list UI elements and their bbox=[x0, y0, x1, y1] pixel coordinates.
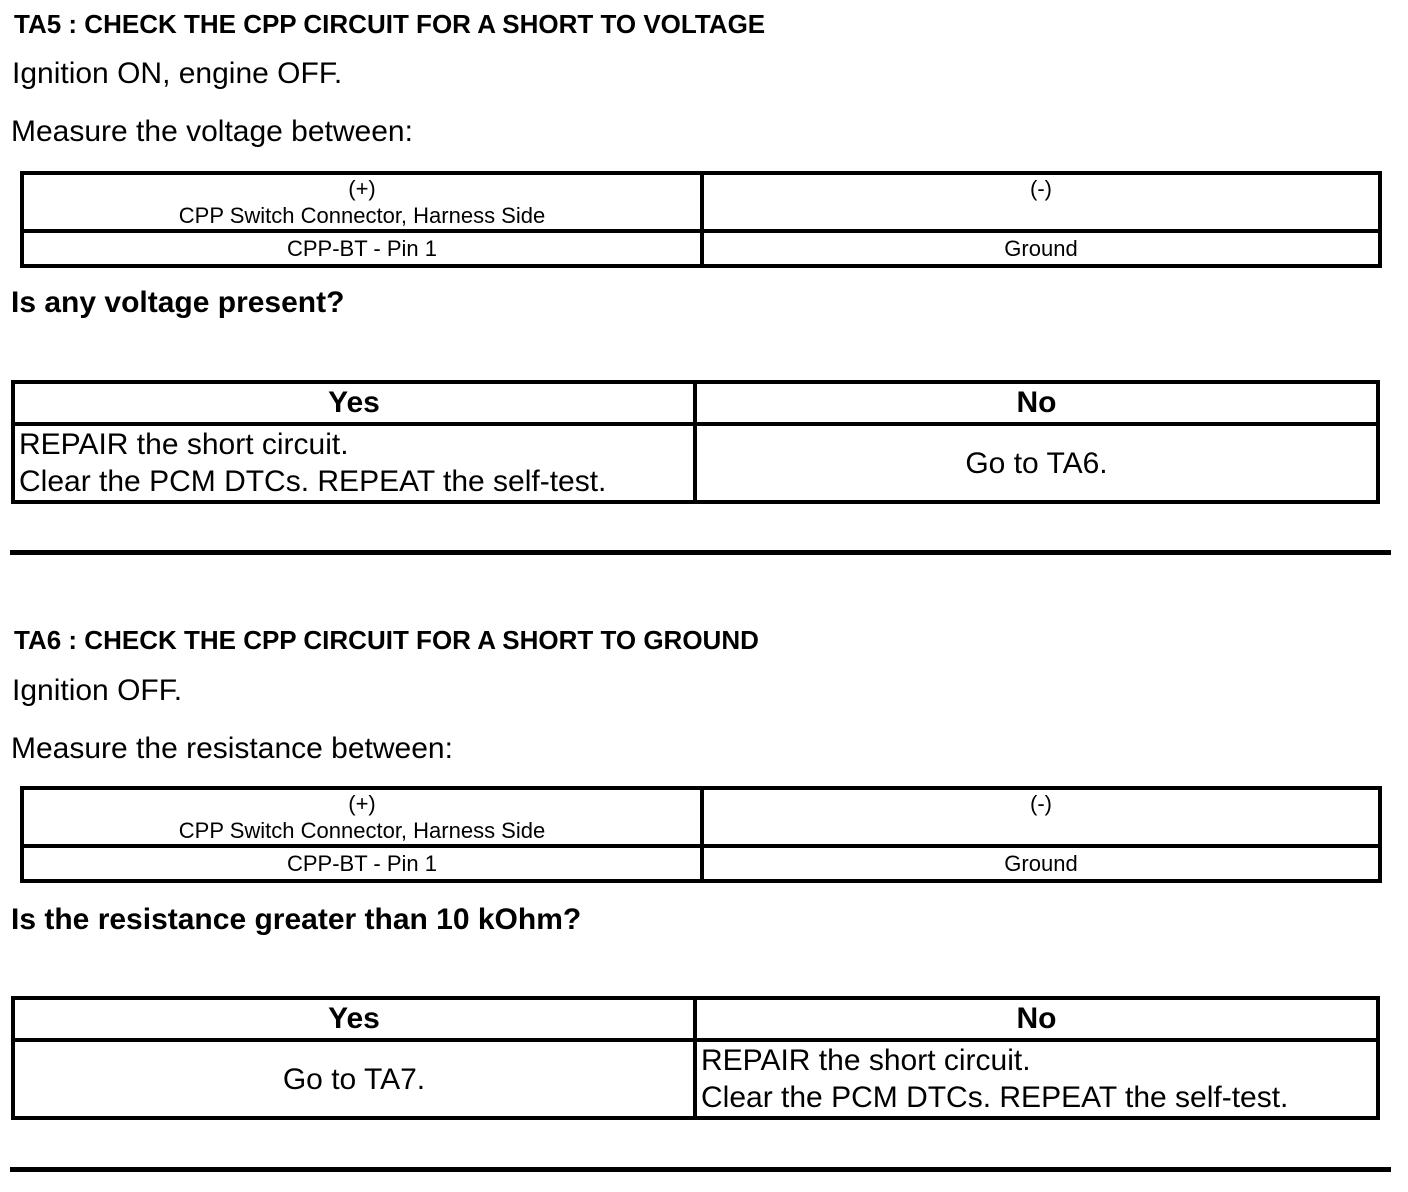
instruction-text-ta6: Measure the resistance between: bbox=[11, 732, 453, 765]
no-header: No bbox=[695, 998, 1378, 1040]
instruction-text-ta5: Measure the voltage between: bbox=[11, 115, 413, 148]
minus-header-cell bbox=[702, 788, 1380, 846]
condition-text-ta6: Ignition OFF. bbox=[12, 674, 183, 707]
plus-label: CPP Switch Connector, Harness Side bbox=[178, 818, 546, 843]
plus-header-cell bbox=[22, 173, 702, 231]
measurement-table-ta5 bbox=[20, 171, 1382, 268]
no-result-cell: Go to TA6. bbox=[695, 424, 1378, 502]
minus-symbol: (-) bbox=[1030, 176, 1052, 201]
measurement-table-ta6 bbox=[20, 786, 1382, 883]
plus-symbol: (+) bbox=[348, 791, 376, 816]
minus-header-cell bbox=[702, 173, 1380, 231]
plus-value-cell: CPP-BT - Pin 1 bbox=[22, 846, 702, 881]
question-text-ta6: Is the resistance greater than 10 kOhm? bbox=[11, 903, 582, 936]
minus-value-cell: Ground bbox=[702, 231, 1380, 266]
yes-header: Yes bbox=[13, 998, 695, 1040]
section-title-ta5: TA5 : CHECK THE CPP CIRCUIT FOR A SHORT TO VOLTAGE bbox=[14, 9, 766, 39]
no-header: No bbox=[695, 382, 1378, 424]
minus-symbol: (-) bbox=[1030, 791, 1052, 816]
question-text-ta5: Is any voltage present? bbox=[11, 286, 345, 319]
plus-symbol: (+) bbox=[348, 176, 376, 201]
no-result-line-1: REPAIR the short circuit. bbox=[701, 1044, 1031, 1077]
yes-result-cell: Go to TA7. bbox=[13, 1040, 695, 1118]
yes-result-line-2: Clear the PCM DTCs. REPEAT the self-test. bbox=[19, 465, 607, 498]
yes-result-cell bbox=[13, 424, 695, 502]
plus-label: CPP Switch Connector, Harness Side bbox=[178, 203, 546, 228]
no-result-line-2: Clear the PCM DTCs. REPEAT the self-test. bbox=[701, 1081, 1289, 1114]
yes-result-line-1: REPAIR the short circuit. bbox=[19, 428, 349, 461]
no-result-cell bbox=[695, 1040, 1378, 1118]
plus-header-cell bbox=[22, 788, 702, 846]
minus-value-cell: Ground bbox=[702, 846, 1380, 881]
section-title-ta6: TA6 : CHECK THE CPP CIRCUIT FOR A SHORT TO GROUND bbox=[14, 625, 759, 655]
section-divider bbox=[10, 1167, 1391, 1172]
yes-header: Yes bbox=[13, 382, 695, 424]
answer-table-ta6 bbox=[11, 996, 1380, 1120]
answer-table-ta5 bbox=[11, 380, 1380, 504]
section-divider bbox=[10, 550, 1391, 555]
plus-value-cell: CPP-BT - Pin 1 bbox=[22, 231, 702, 266]
condition-text-ta5: Ignition ON, engine OFF. bbox=[12, 57, 343, 90]
